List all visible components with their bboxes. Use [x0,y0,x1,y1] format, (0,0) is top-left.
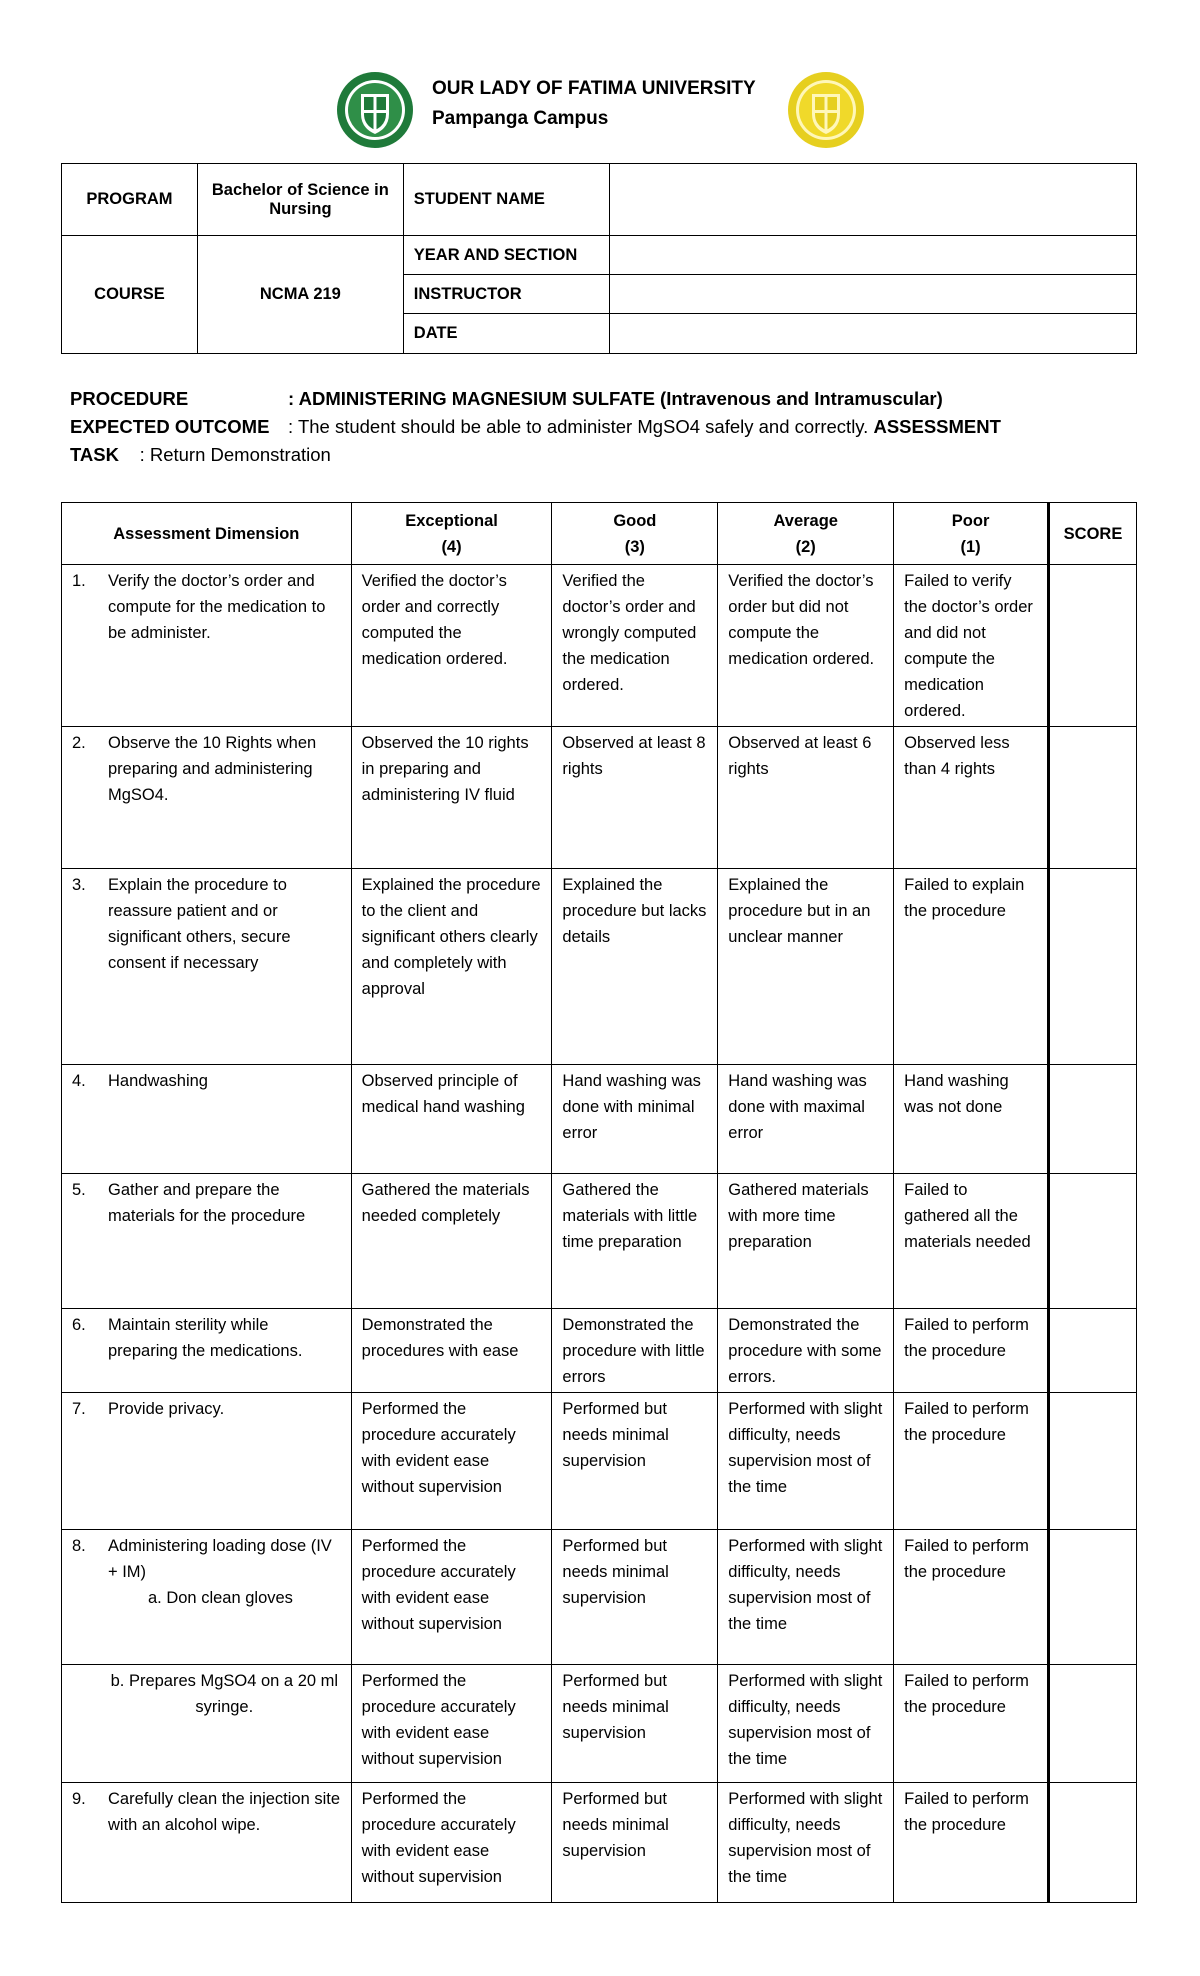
row-number: 9. [72,1790,86,1808]
table-row [62,727,1137,869]
exceptional-cell: Observed the 10 rights in preparing and administering IV fluid [351,727,552,869]
average-cell: Performed with slight difficulty, needs supervision most of the time [718,1530,894,1665]
table-row [62,1174,1137,1309]
header-average-points: (2) [795,537,816,556]
page-header [0,60,1200,180]
student-info-table [61,163,1137,354]
university-title [432,74,756,134]
rubric-header-row [62,503,1137,565]
rubric-table [61,502,1137,1903]
dimension-text: Carefully clean the injection site with an alcohol wipe. [108,1790,341,1834]
university-name: OUR LADY OF FATIMA UNIVERSITY [432,78,756,99]
average-cell: Observed at least 6 rights [718,727,894,869]
dimension-cell [62,1393,352,1530]
score-cell[interactable] [1049,1530,1137,1665]
good-cell: Demonstrated the procedure with little errors [552,1309,718,1393]
exceptional-cell: Gathered the materials needed completely [351,1174,552,1309]
university-seal-yellow-icon [786,70,866,150]
dimension-cell [62,869,352,1065]
program-value: Bachelor of Science in Nursing [197,164,403,236]
dimension-text: b. Prepares MgSO4 on a 20 ml syringe. [110,1672,339,1716]
dimension-cell [62,565,352,727]
dimension-cell [62,1783,352,1903]
exceptional-cell: Performed the procedure accurately with evident ease without supervision [351,1530,552,1665]
procedure-line [70,385,1140,413]
exceptional-cell: Performed the procedure accurately with evident ease without supervision [351,1393,552,1530]
student-name-field[interactable] [609,164,1136,236]
score-cell[interactable] [1049,727,1137,869]
instructor-label: INSTRUCTOR [403,275,609,314]
outcome-value: : The student should be able to administer MgSO4 safely and correctly. [288,416,869,437]
dimension-cell [62,1530,352,1665]
score-cell[interactable] [1049,869,1137,1065]
good-cell: Explained the procedure but lacks details [552,869,718,1065]
row-number: 2. [72,734,86,752]
average-cell: Performed with slight difficulty, needs supervision most of the time [718,1783,894,1903]
dimension-text: Maintain sterility while preparing the medications. [108,1316,303,1360]
task-label: TASK [70,444,119,465]
row-number: 8. [72,1537,86,1555]
row-number: 5. [72,1181,86,1199]
poor-cell: Failed to perform the procedure [894,1783,1049,1903]
exceptional-cell: Demonstrated the procedures with ease [351,1309,552,1393]
score-cell[interactable] [1049,1065,1137,1174]
poor-cell: Failed to perform the procedure [894,1393,1049,1530]
procedure-value: : ADMINISTERING MAGNESIUM SULFATE (Intravenous and Intramuscular) [288,388,943,409]
poor-cell: Failed to perform the procedure [894,1530,1049,1665]
procedure-label: PROCEDURE [70,388,189,409]
score-cell[interactable] [1049,1393,1137,1530]
course-label: COURSE [62,236,198,354]
course-value: NCMA 219 [197,236,403,354]
task-line [70,441,1140,469]
good-cell: Performed but needs minimal supervision [552,1530,718,1665]
row-number: 1. [72,572,86,590]
header-poor-label: Poor [951,511,990,530]
poor-cell: Failed to verify the doctor’s order and did not compute the medication ordered. [894,565,1049,727]
score-cell[interactable] [1049,1783,1137,1903]
dimension-cell [62,1174,352,1309]
row-number: 4. [72,1072,86,1090]
dimension-cell [62,1065,352,1174]
dimension-cell [62,1309,352,1393]
table-row [62,1665,1137,1783]
header-average [718,503,894,565]
assessment-label: ASSESSMENT [873,416,1001,437]
dimension-text: Administering loading dose (IV + IM) [108,1537,332,1581]
average-cell: Performed with slight difficulty, needs supervision most of the time [718,1665,894,1783]
row-number: 6. [72,1316,86,1334]
table-row [62,565,1137,727]
dimension-cell [62,1665,352,1783]
score-cell[interactable] [1049,565,1137,727]
year-section-field[interactable] [609,236,1136,275]
average-cell: Performed with slight difficulty, needs supervision most of the time [718,1393,894,1530]
table-row [62,869,1137,1065]
instructor-field[interactable] [609,275,1136,314]
header-score: SCORE [1049,503,1137,565]
table-row [62,1783,1137,1903]
average-cell: Demonstrated the procedure with some errors. [718,1309,894,1393]
average-cell: Hand washing was done with maximal error [718,1065,894,1174]
exceptional-cell: Performed the procedure accurately with evident ease without supervision [351,1783,552,1903]
campus-name: Pampanga Campus [432,108,609,129]
dimension-cell [62,727,352,869]
good-cell: Gathered the materials with little time preparation [552,1174,718,1309]
table-row [62,1065,1137,1174]
dimension-text: Observe the 10 Rights when preparing and administering MgSO4. [108,734,317,804]
exceptional-cell: Performed the procedure accurately with evident ease without supervision [351,1665,552,1783]
poor-cell: Failed to perform the procedure [894,1665,1049,1783]
good-cell: Performed but needs minimal supervision [552,1783,718,1903]
poor-cell: Hand washing was not done [894,1065,1049,1174]
poor-cell: Failed to explain the procedure [894,869,1049,1065]
procedure-block [70,385,1140,469]
date-label: DATE [403,314,609,354]
header-exceptional-points: (4) [441,537,462,556]
good-cell: Verified the doctor’s order and wrongly computed the medication ordered. [552,565,718,727]
score-cell[interactable] [1049,1665,1137,1783]
header-poor [894,503,1049,565]
header-dimension: Assessment Dimension [62,503,352,565]
year-section-label: YEAR AND SECTION [403,236,609,275]
dimension-text: Explain the procedure to reassure patient and or significant others, secure consent if necessary [108,876,291,972]
dimension-text: Verify the doctor’s order and compute for the medication to be administer. [108,572,326,642]
outcome-line [70,413,1140,441]
table-row [62,1393,1137,1530]
average-cell: Explained the procedure but in an unclear manner [718,869,894,1065]
date-field[interactable] [609,314,1136,354]
header-poor-points: (1) [960,537,981,556]
row-number: 7. [72,1400,86,1418]
header-good-label: Good [613,511,657,530]
good-cell: Performed but needs minimal supervision [552,1665,718,1783]
exceptional-cell: Observed principle of medical hand washing [351,1065,552,1174]
table-row [62,1309,1137,1393]
table-row [62,1530,1137,1665]
row-number: 3. [72,876,86,894]
score-cell[interactable] [1049,1174,1137,1309]
score-cell[interactable] [1049,1309,1137,1393]
average-cell: Gathered materials with more time preparation [718,1174,894,1309]
dimension-text: Provide privacy. [108,1400,225,1418]
student-name-label: STUDENT NAME [403,164,609,236]
header-average-label: Average [773,511,838,530]
dimension-text: Handwashing [108,1072,208,1090]
header-good [552,503,718,565]
exceptional-cell: Verified the doctor’s order and correctly computed the medication ordered. [351,565,552,727]
average-cell: Verified the doctor’s order but did not compute the medication ordered. [718,565,894,727]
dimension-text: Gather and prepare the materials for the procedure [108,1181,306,1225]
header-exceptional [351,503,552,565]
good-cell: Hand washing was done with minimal error [552,1065,718,1174]
university-seal-green-icon [335,70,415,150]
poor-cell: Failed to gathered all the materials needed [894,1174,1049,1309]
header-good-points: (3) [624,537,645,556]
good-cell: Performed but needs minimal supervision [552,1393,718,1530]
poor-cell: Failed to perform the procedure [894,1309,1049,1393]
poor-cell: Observed less than 4 rights [894,727,1049,869]
outcome-label: EXPECTED OUTCOME [70,416,270,437]
exceptional-cell: Explained the procedure to the client and significant others clearly and completely with approval [351,869,552,1065]
program-label: PROGRAM [62,164,198,236]
good-cell: Observed at least 8 rights [552,727,718,869]
header-exceptional-label: Exceptional [405,511,498,530]
task-value: : Return Demonstration [139,444,331,465]
sub-step-text: a. Don clean gloves [148,1589,293,1607]
